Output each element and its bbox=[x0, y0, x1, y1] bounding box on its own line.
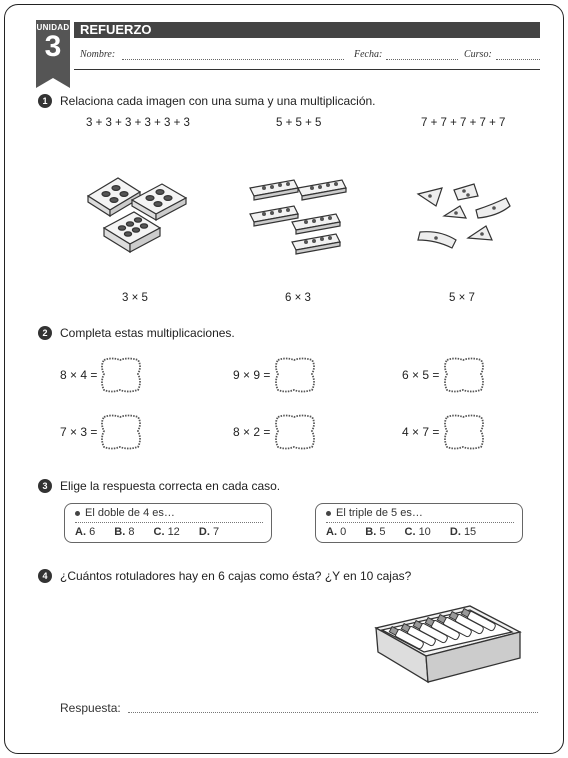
choice-divider-2 bbox=[326, 522, 514, 523]
option-b-value[interactable]: 5 bbox=[379, 526, 386, 538]
answer-box-6[interactable] bbox=[441, 413, 487, 451]
course-label: Curso: bbox=[464, 49, 492, 60]
mult-option-1[interactable]: 3 × 5 bbox=[122, 292, 148, 304]
header-divider bbox=[74, 69, 540, 70]
egg-carton-boxes-image[interactable] bbox=[84, 170, 192, 266]
choice-divider-1 bbox=[75, 522, 263, 523]
pizza-boxes-image[interactable] bbox=[246, 176, 352, 266]
answer-box-3[interactable] bbox=[441, 356, 487, 394]
name-line bbox=[122, 59, 344, 60]
name-label: Nombre: bbox=[80, 49, 116, 60]
option-b-label[interactable]: B. bbox=[114, 526, 126, 538]
choice-question-2-text: El triple de 5 es… bbox=[336, 507, 423, 519]
option-a-label[interactable]: A. bbox=[326, 526, 337, 538]
equation-1: 8 × 4 = bbox=[60, 368, 98, 382]
answer-box-4[interactable] bbox=[98, 413, 144, 451]
option-d-label[interactable]: D. bbox=[449, 526, 461, 538]
answer-box-5[interactable] bbox=[272, 413, 318, 451]
mult-option-3[interactable]: 5 × 7 bbox=[449, 292, 475, 304]
cake-slices-image[interactable] bbox=[414, 176, 514, 256]
choice-question-2 bbox=[326, 507, 423, 519]
choice-question-1-text: El doble de 4 es… bbox=[85, 507, 175, 519]
answer-box-1[interactable] bbox=[98, 356, 144, 394]
name-field[interactable] bbox=[80, 49, 115, 60]
sum-option-2[interactable]: 5 + 5 + 5 bbox=[276, 117, 322, 129]
exercise-3-prompt: Elige la respuesta correcta en cada caso. bbox=[60, 479, 281, 493]
marker-box-image bbox=[372, 602, 524, 686]
exercise-number-4: 4 bbox=[38, 569, 52, 583]
bullet-icon bbox=[326, 511, 331, 516]
course-field[interactable] bbox=[464, 49, 492, 60]
date-field[interactable] bbox=[354, 49, 382, 60]
answer-label: Respuesta: bbox=[60, 701, 121, 715]
course-line bbox=[496, 59, 540, 60]
choice-options-1 bbox=[75, 526, 219, 538]
choice-box-2 bbox=[315, 503, 523, 543]
choice-options-2 bbox=[326, 526, 476, 538]
unit-tab bbox=[36, 20, 70, 78]
option-c-label[interactable]: C. bbox=[404, 526, 416, 538]
mult-option-2[interactable]: 6 × 3 bbox=[285, 292, 311, 304]
exercise-number-3: 3 bbox=[38, 479, 52, 493]
exercise-number-2: 2 bbox=[38, 326, 52, 340]
date-label: Fecha: bbox=[354, 49, 383, 60]
exercise-2-prompt: Completa estas multiplicaciones. bbox=[60, 326, 235, 340]
exercise-4-prompt: ¿Cuántos rotuladores hay en 6 cajas como ésta? ¿Y en 10 cajas? bbox=[60, 569, 412, 583]
equation-3: 6 × 5 = bbox=[402, 368, 440, 382]
exercise-1-prompt: Relaciona cada imagen con una suma y una multiplicación. bbox=[60, 94, 376, 108]
student-fields bbox=[80, 49, 540, 65]
option-d-value[interactable]: 15 bbox=[463, 526, 477, 538]
option-c-value[interactable]: 12 bbox=[167, 526, 180, 538]
option-a-value[interactable]: 6 bbox=[89, 526, 96, 538]
choice-box-1 bbox=[64, 503, 272, 543]
choice-question-1 bbox=[75, 507, 175, 519]
unit-word: UNIDAD bbox=[36, 23, 70, 32]
equation-5: 8 × 2 = bbox=[233, 425, 271, 439]
option-b-value[interactable]: 8 bbox=[128, 526, 135, 538]
option-a-value[interactable]: 0 bbox=[340, 526, 347, 538]
unit-number: 3 bbox=[44, 30, 62, 63]
equation-6: 4 × 7 = bbox=[402, 425, 440, 439]
sum-option-3[interactable]: 7 + 7 + 7 + 7 + 7 bbox=[421, 117, 506, 129]
equation-4: 7 × 3 = bbox=[60, 425, 98, 439]
bullet-icon bbox=[75, 511, 80, 516]
sum-option-1[interactable]: 3 + 3 + 3 + 3 + 3 + 3 bbox=[86, 117, 190, 129]
option-b-label[interactable]: B. bbox=[365, 526, 377, 538]
option-d-label[interactable]: D. bbox=[198, 526, 210, 538]
option-c-value[interactable]: 10 bbox=[418, 526, 431, 538]
option-c-label[interactable]: C. bbox=[153, 526, 165, 538]
equation-2: 9 × 9 = bbox=[233, 368, 271, 382]
date-line bbox=[386, 59, 458, 60]
answer-box-2[interactable] bbox=[272, 356, 318, 394]
answer-line[interactable] bbox=[128, 712, 538, 713]
worksheet-title: REFUERZO bbox=[74, 22, 540, 38]
option-d-value[interactable]: 7 bbox=[212, 526, 220, 538]
option-a-label[interactable]: A. bbox=[75, 526, 86, 538]
exercise-number-1: 1 bbox=[38, 94, 52, 108]
